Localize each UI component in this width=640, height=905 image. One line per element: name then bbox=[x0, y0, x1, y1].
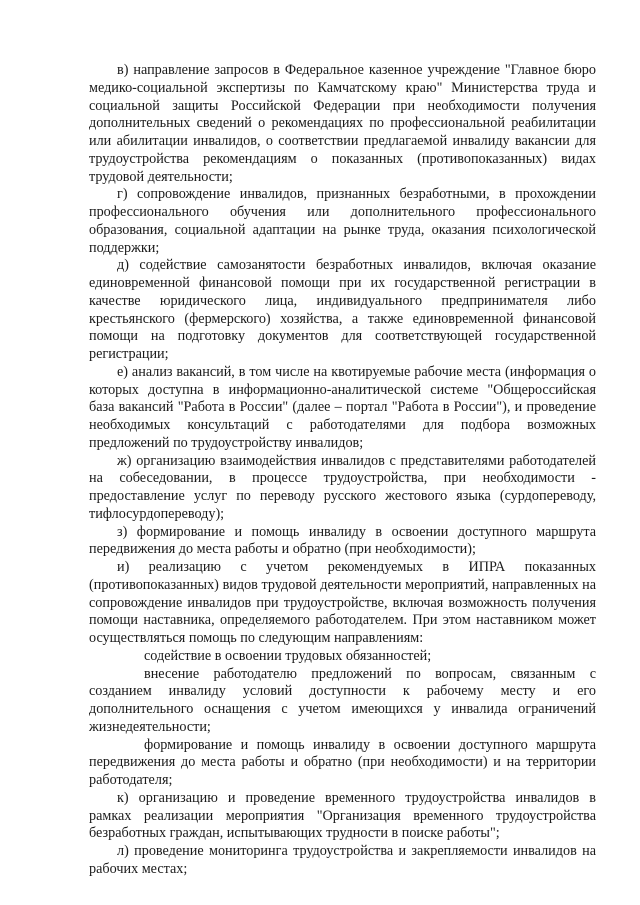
document-body bbox=[89, 62, 596, 879]
item-i-paragraph: и) реализацию с учетом рекомендуемых в ИПРА показанных (противопоказанных) видов трудовой деятельности мероприятий, направленных на сопровождение инвалидов при трудоустройстве, включая возможность получения помощи наставника, определяемого работодателем. При этом наставником может осуществляться помощь по следующим направлениям: bbox=[89, 559, 596, 646]
item-e-paragraph: е) анализ вакансий, в том числе на квотируемые рабочие места (информация о которых доступна в информационно-аналитической системе "Общероссийская база вакансий "Работа в России" (далее – портал "Работа в России"), и проведение необходимых консультаций с работодателями для подбора возможных предложений по трудоустройству инвалидов; bbox=[89, 363, 596, 451]
item-l-paragraph: л) проведение мониторинга трудоустройства и закрепляемости инвалидов на рабочих местах; bbox=[89, 843, 596, 877]
mentor-direction-1: содействие в освоении трудовых обязанностей; bbox=[144, 647, 432, 664]
item-d-paragraph: д) содействие самозанятости безработных инвалидов, включая оказание единовременной финансовой помощи при их государственной регистрации в качестве юридического лица, индивидуального предпринимателя либо крестьянского (фермерского) хозяйства, а также единовременной финансовой помощи на подготовку документов для соответствующей государственной регистрации; bbox=[89, 257, 596, 362]
item-v-paragraph: в) направление запросов в Федеральное казенное учреждение "Главное бюро медико-социальной экспертизы по Камчатскому краю" Министерства труда и социальной защиты Российской Федерации при необходимости получения дополнительных сведений о рекомендациях по профессиональной реабилитации или абилитации инвалидов, о соответствии предлагаемой инвалиду вакансии для трудоустройства рекомендациям о показанных (противопоказанных) видах трудовой деятельности; bbox=[89, 62, 596, 185]
item-z-paragraph: з) формирование и помощь инвалиду в освоении доступного маршрута передвижения до места работы и обратно (при необходимости); bbox=[89, 523, 596, 558]
mentor-direction-3: формирование и помощь инвалиду в освоении доступного маршрута передвижения до места работы и обратно (при необходимости) и на территории работодателя; bbox=[89, 736, 596, 788]
item-k-paragraph: к) организацию и проведение временного трудоустройства инвалидов в рамках реализации мероприятия "Организация временного трудоустройства безработных граждан, испытывающих трудности в поиске работы"; bbox=[89, 789, 596, 842]
mentor-direction-2: внесение работодателю предложений по вопросам, связанным с созданием инвалиду условий доступности к рабочему месту и его дополнительного оснащения с учетом имеющихся у инвалида ограничений жизнедеятельности; bbox=[89, 665, 596, 735]
item-g-paragraph: г) сопровождение инвалидов, признанных безработными, в прохождении профессионального обучения или дополнительного профессионального образования, социальной адаптации на рынке труда, оказания психологической поддержки; bbox=[89, 186, 596, 256]
item-zh-paragraph: ж) организацию взаимодействия инвалидов с представителями работодателей на собеседовании, в процессе трудоустройства, при необходимости - предоставление услуг по переводу русского жестового языка (сурдопереводу, тифлосурдопереводу); bbox=[89, 452, 596, 522]
